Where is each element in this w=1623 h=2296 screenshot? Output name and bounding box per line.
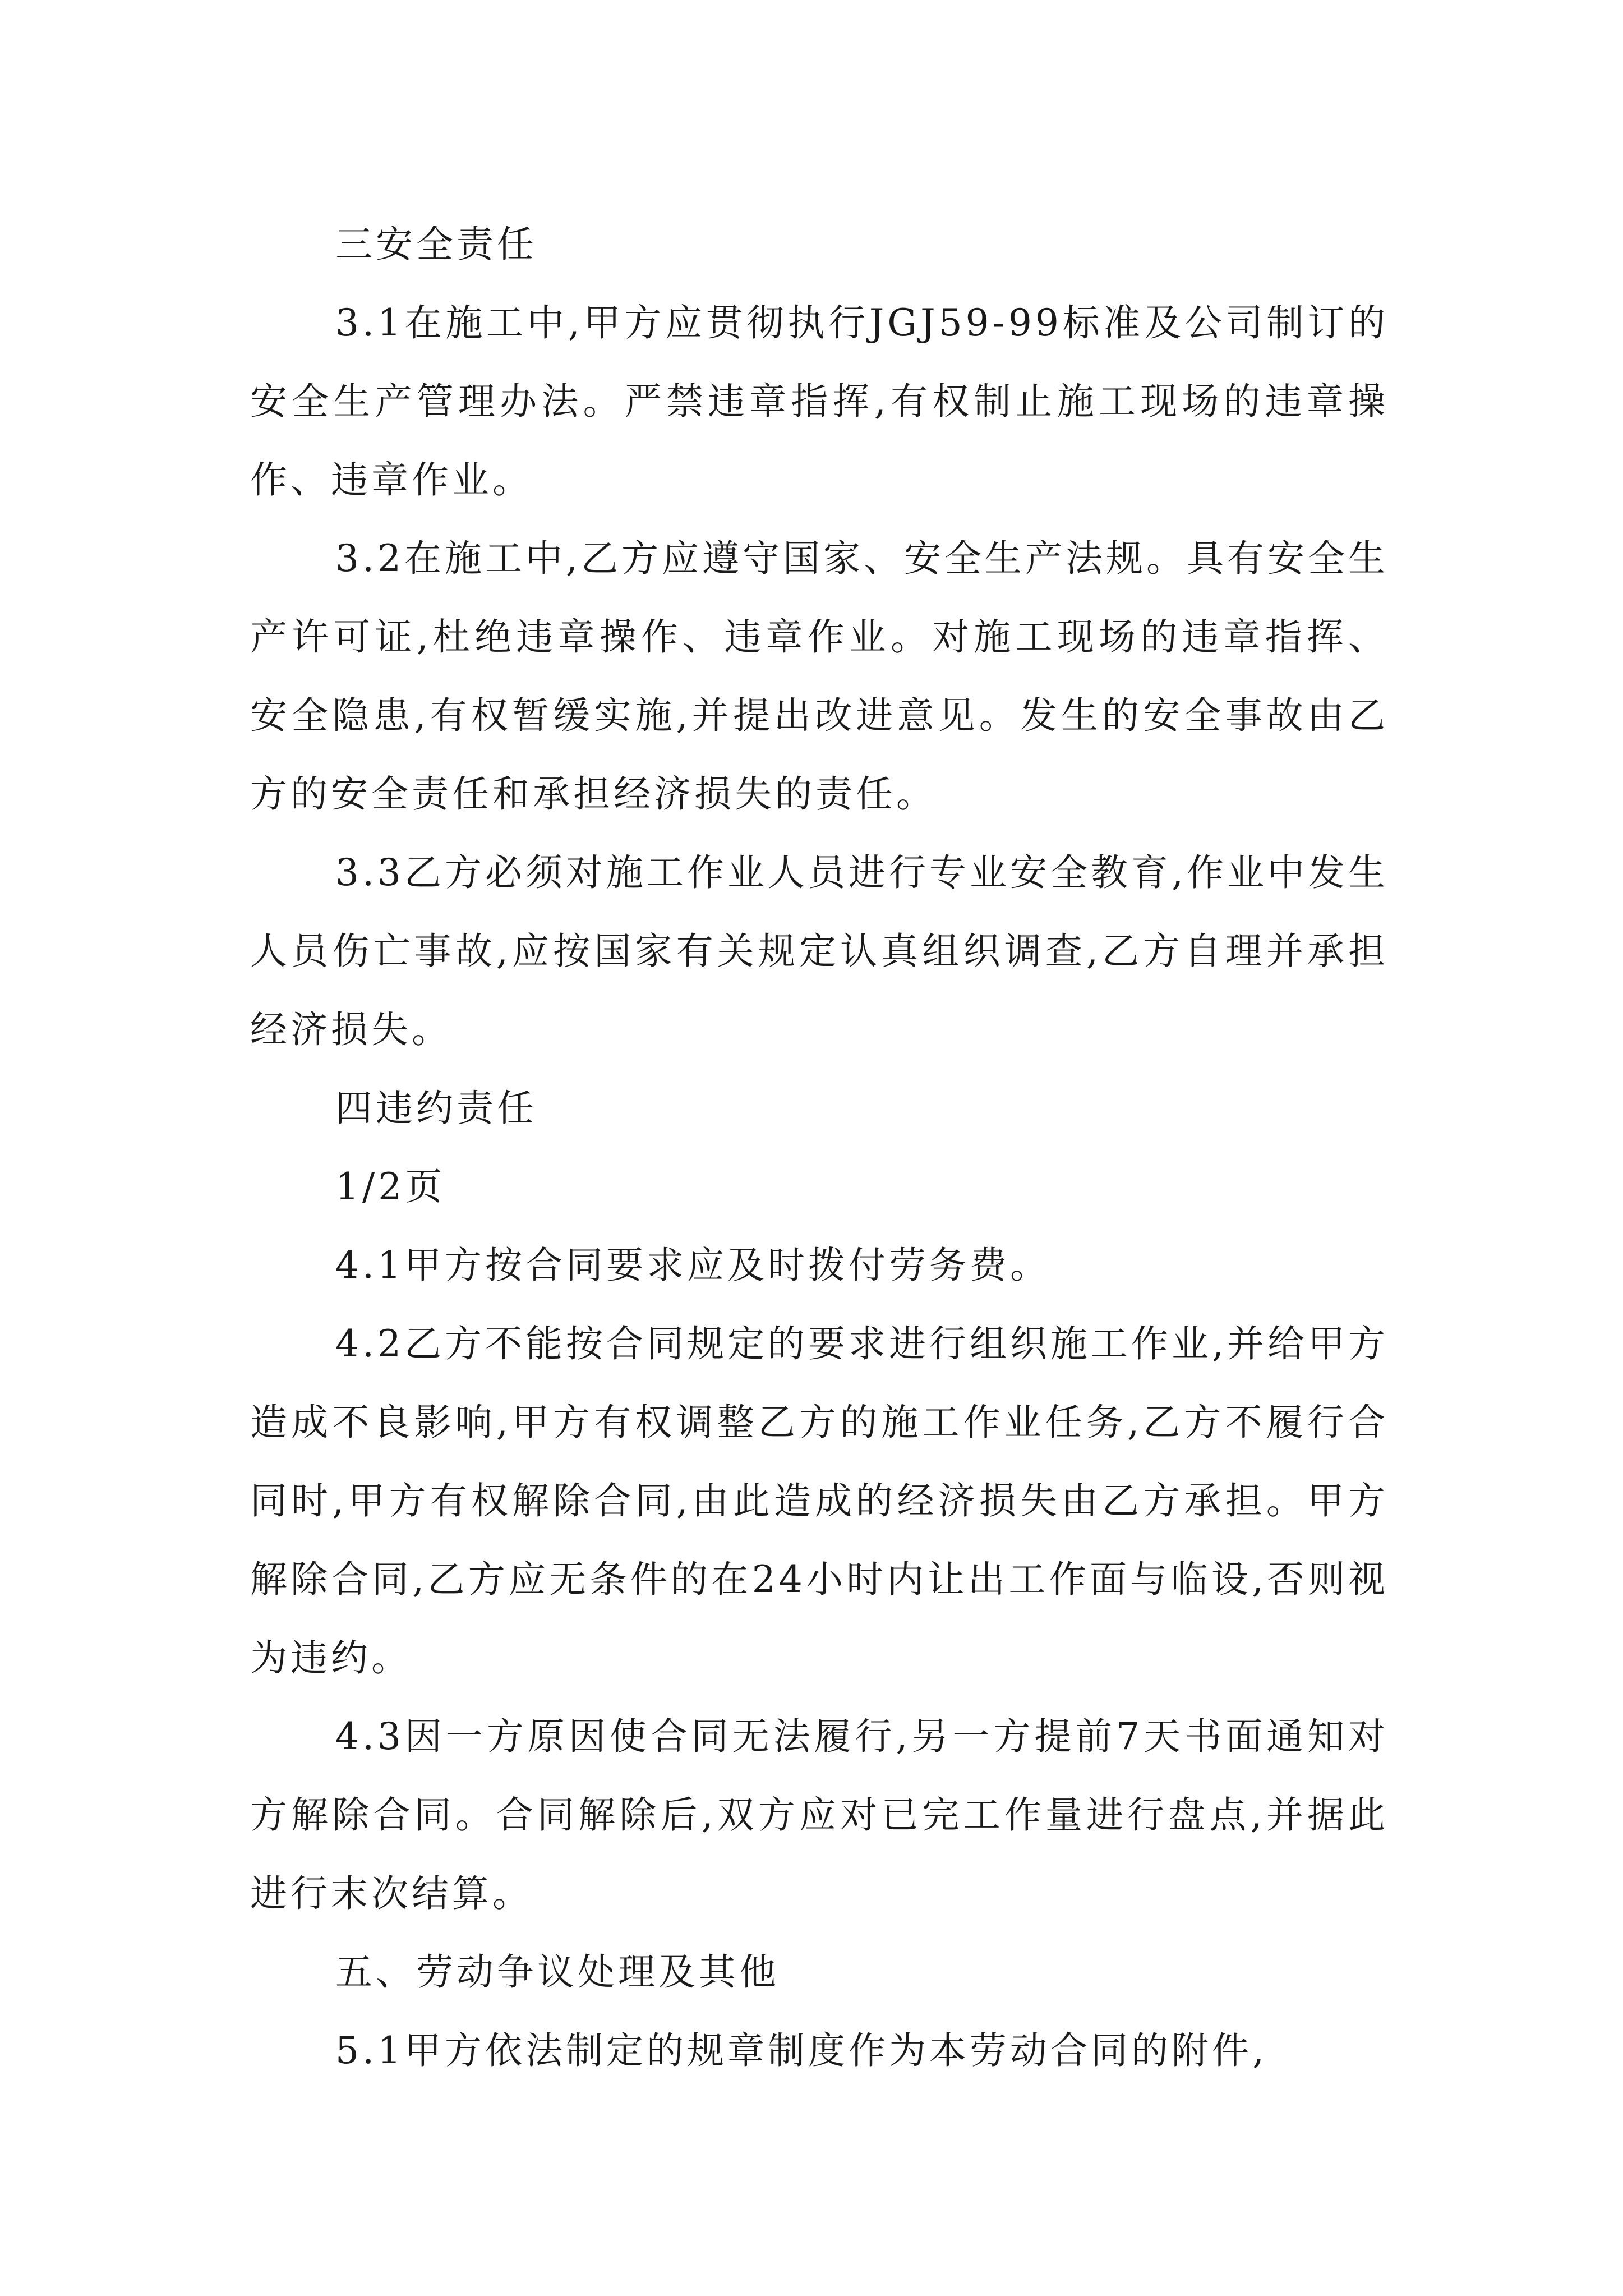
page-number: 1/2页: [335, 1165, 446, 1208]
section-heading-disputes: 五、劳动争议处理及其他: [335, 1950, 780, 1994]
section-heading-safety: 三安全责任: [335, 223, 537, 266]
clause-4-2: 4.2乙方不能按合同规定的要求进行组织施工作业,并给甲方造成不良影响,甲方有权调整乙方的施工作业任务,乙方不履行合同时,甲方有权解除合同,由此造成的经济损失由乙方承担。甲方解除合同,乙方应无条件的在24小时内让出工作面与临设,否则视为违约。: [250, 1322, 1389, 1680]
document-body: [250, 205, 1389, 2090]
clause-5-1: 5.1甲方依法制定的规章制度作为本劳动合同的附件,: [335, 2029, 1267, 2072]
clause-3-2: 3.2在施工中,乙方应遵守国家、安全生产法规。具有安全生产许可证,杜绝违章操作、违章作业。对施工现场的违章指挥、安全隐患,有权暂缓实施,并提出改进意见。发生的安全事故由乙方的安全责任和承担经济损失的责任。: [250, 537, 1389, 816]
clause-3-3: 3.3乙方必须对施工作业人员进行专业安全教育,作业中发生人员伤亡事故,应按国家有关规定认真组织调查,乙方自理并承担经济损失。: [250, 851, 1389, 1051]
clause-3-1: 3.1在施工中,甲方应贯彻执行JGJ59-99标准及公司制订的安全生产管理办法。严禁违章指挥,有权制止施工现场的违章操作、违章作业。: [250, 301, 1389, 501]
clause-4-1: 4.1甲方按合同要求应及时拨付劳务费。: [335, 1244, 1050, 1287]
section-heading-breach: 四违约责任: [335, 1087, 537, 1130]
clause-4-3: 4.3因一方原因使合同无法履行,另一方提前7天书面通知对方解除合同。合同解除后,双方应对已完工作量进行盘点,并据此进行末次结算。: [250, 1715, 1389, 1915]
